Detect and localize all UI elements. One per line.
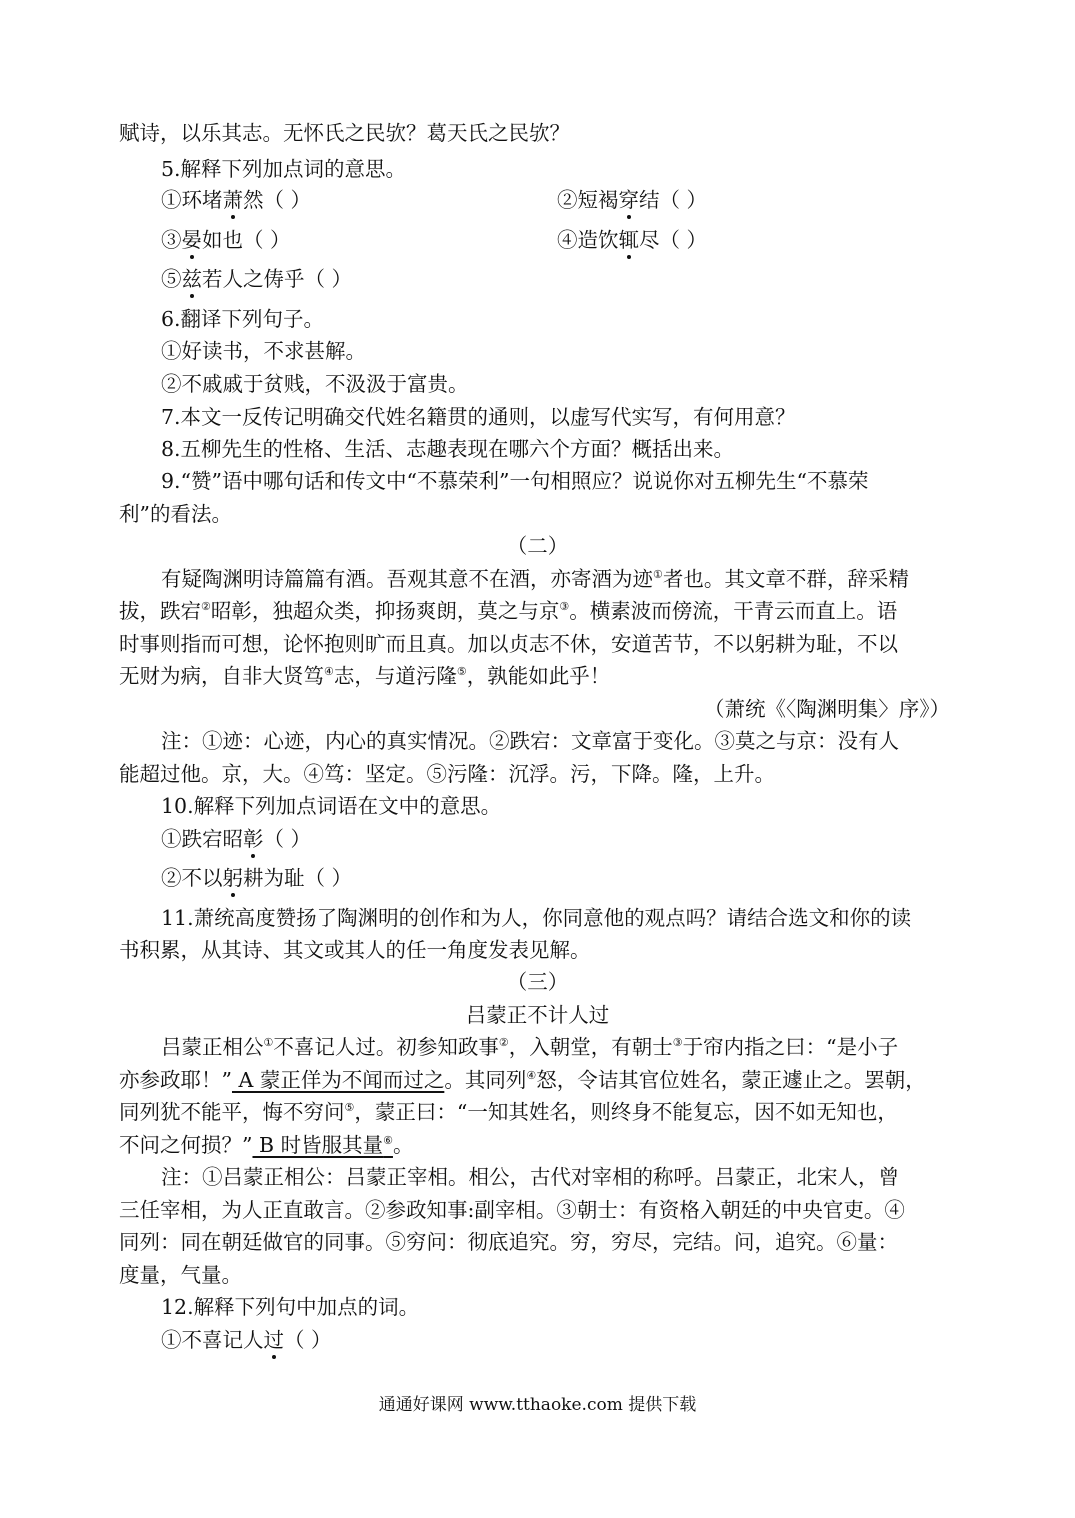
question-10-item-1: ①跌宕昭彰（ ） (161, 827, 312, 851)
passage-3-line: 同列犹不能平，悔不穷问⑤，蒙正曰：“一知其姓名，则终身不能复忘，因不如无知也， (119, 1100, 898, 1124)
question-12-item-1: ①不喜记人过（ ） (161, 1328, 332, 1352)
passage-3-line: 吕蒙正相公①不喜记人过。初参知政事②，入朝堂，有朝士③于帘内指之曰：“是小子 (161, 1035, 899, 1059)
text-line: 赋诗，以乐其志。无怀氏之民欤？葛天氏之民欤？ (119, 121, 570, 145)
question-9: 9.“赞”语中哪句话和传文中“不慕荣利”一句相照应？说说你对五柳先生“不慕荣 (161, 469, 869, 493)
question-9-cont: 利”的看法。 (119, 502, 232, 526)
passage-2-source: （萧统《〈陶渊明集〉序》） (704, 697, 950, 721)
passage-3-notes: 度量，气量。 (119, 1263, 242, 1287)
underlined-sentence-b: B 时皆服其量⑥ (252, 1133, 393, 1157)
question-11-cont: 书积累，从其诗、其文或其人的任一角度发表见解。 (119, 938, 591, 962)
passage-3-line: 亦参政耶！” A 蒙正佯为不闻而过之。其同列④怒，令诘其官位姓名，蒙正遽止之。罢朝， (119, 1068, 926, 1092)
question-10-item-2: ②不以躬耕为耻（ ） (161, 866, 353, 890)
question-5-item-5: ⑤兹若人之俦乎（ ） (161, 267, 353, 291)
passage-2-line: 有疑陶渊明诗篇篇有酒。吾观其意不在酒，亦寄酒为迹①者也。其文章不群，辞采精 (161, 567, 909, 591)
question-12: 12.解释下列句中加点的词。 (161, 1295, 420, 1319)
passage-2-line: 时事则指而可想，论怀抱则旷而且真。加以贞志不休，安道苦节，不以躬耕为耻，不以 (119, 632, 898, 656)
question-6-item-1: ①好读书，不求甚解。 (161, 339, 366, 363)
question-5: 5.解释下列加点词的意思。 (161, 157, 407, 181)
passage-3-notes: 同列：同在朝廷做官的同事。⑤穷问：彻底追究。穷，穷尽，完结。问，追究。⑥量： (119, 1230, 898, 1254)
passage-3-line: 不问之何损？” B 时皆服其量⑥。 (119, 1133, 414, 1157)
passage-2-notes: 能超过他。京，大。④笃：坚定。⑤污隆：沉浮。污，下降。隆，上升。 (119, 762, 775, 786)
question-5-item-3: ③晏如也（ ） (161, 228, 291, 252)
question-10: 10.解释下列加点词语在文中的意思。 (161, 794, 502, 818)
section-3-heading: （三） (506, 970, 569, 994)
question-6: 6.翻译下列句子。 (161, 307, 325, 331)
passage-3-notes: 注：①吕蒙正相公：吕蒙正宰相。相公，古代对宰相的称呼。吕蒙正，北宋人，曾 (161, 1165, 899, 1189)
passage-2-line: 无财为病，自非大贤笃④志，与道污隆⑤，孰能如此乎！ (119, 664, 611, 688)
question-5-item-2: ②短褐穿结（ ） (557, 188, 708, 212)
question-5-item-1: ①环堵萧然（ ） (161, 188, 312, 212)
page-footer: 通通好课网 www.tthaoke.com 提供下载 (378, 1395, 697, 1415)
underlined-sentence-a: A 蒙正佯为不闻而过之 (231, 1068, 445, 1092)
passage-3-notes: 三任宰相，为人正直敢言。②参政知事:副宰相。③朝士：有资格入朝廷的中央官吏。④ (119, 1198, 905, 1222)
question-5-item-4: ④造饮辄尽（ ） (557, 228, 708, 252)
question-11: 11.萧统高度赞扬了陶渊明的创作和为人，你同意他的观点吗？请结合选文和你的读 (161, 906, 912, 930)
passage-2-notes: 注：①迹：心迹，内心的真实情况。②跌宕：文章富于变化。③莫之与京：没有人 (161, 729, 899, 753)
section-2-heading: （二） (506, 534, 569, 558)
question-7: 7.本文一反传记明确交代姓名籍贯的通则，以虚写代实写，有何用意？ (161, 405, 796, 429)
question-6-item-2: ②不戚戚于贫贱，不汲汲于富贵。 (161, 372, 469, 396)
passage-2-line: 拔，跌宕②昭彰，独超众类，抑扬爽朗，莫之与京③。横素波而傍流，干青云而直上。语 (119, 599, 898, 623)
passage-3-title: 吕蒙正不计人过 (465, 1003, 610, 1027)
question-8: 8.五柳先生的性格、生活、志趣表现在哪六个方面？概括出来。 (161, 437, 735, 461)
